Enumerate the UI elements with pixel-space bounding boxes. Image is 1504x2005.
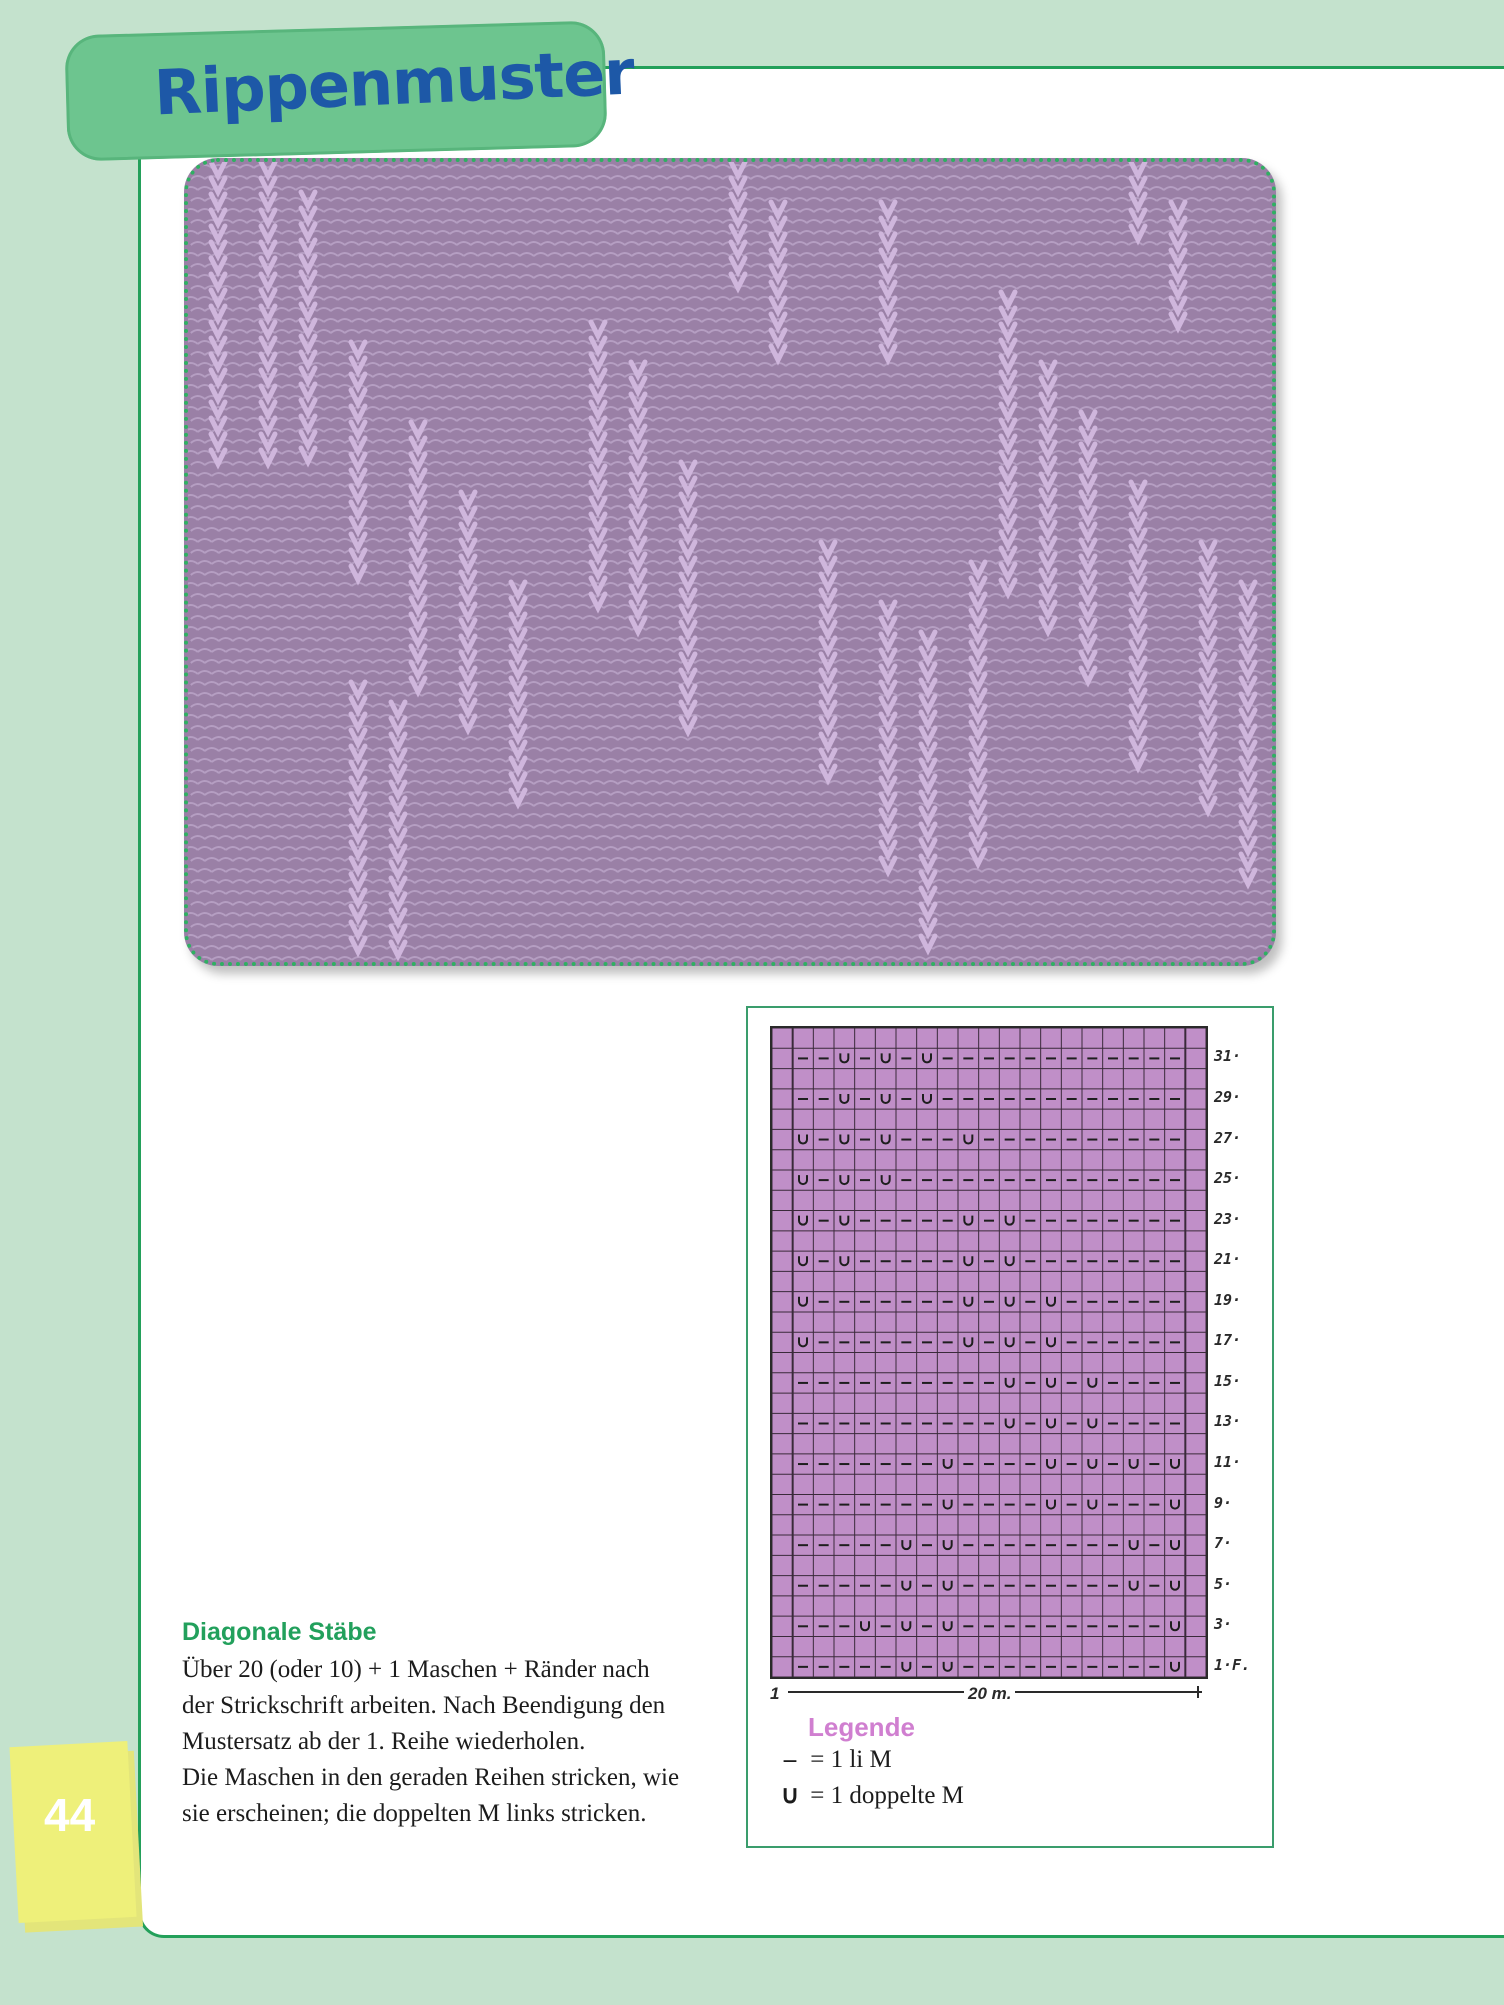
row-label: 5· — [1214, 1574, 1233, 1593]
instruction-line: Über 20 (oder 10) + 1 Maschen + Ränder nach — [182, 1656, 650, 1683]
knitting-chart-grid — [770, 1026, 1208, 1679]
double-stitch-icon: ∪ — [780, 1782, 800, 1809]
legend-row-double — [776, 1780, 964, 1810]
row-label: 31· — [1214, 1047, 1242, 1066]
instruction-line: Die Maschen in den geraden Reihen stricken, wie — [182, 1764, 680, 1791]
row-label: 25· — [1214, 1169, 1242, 1188]
row-label: 29· — [1214, 1087, 1242, 1106]
instruction-line: Mustersatz ab der 1. Reihe wiederholen. — [182, 1728, 586, 1755]
instruction-line: sie erscheinen; die doppelten M links stricken. — [182, 1800, 647, 1827]
row-label: 9· — [1214, 1493, 1233, 1512]
page-number: 44 — [44, 1789, 96, 1841]
pattern-title: Diagonale Stäbe — [182, 1618, 377, 1646]
row-label: 23· — [1214, 1209, 1242, 1228]
chart-grid-lines — [772, 1028, 1206, 1677]
pattern-instructions — [182, 1652, 712, 1832]
scale-width-label: 20 m. — [964, 1684, 1015, 1704]
scale-start-label: 1 — [770, 1684, 780, 1703]
row-label: 27· — [1214, 1128, 1242, 1147]
swatch-texture — [188, 162, 1276, 966]
knitting-swatch-photo — [184, 158, 1276, 966]
row-label: 21· — [1214, 1250, 1242, 1269]
row-label: 3· — [1214, 1615, 1233, 1634]
row-label: 1·F. — [1214, 1655, 1251, 1674]
legend-title: Legende — [808, 1712, 915, 1742]
row-label: 17· — [1214, 1331, 1242, 1350]
row-label: 15· — [1214, 1371, 1242, 1390]
legend-text-double: = 1 doppelte M — [810, 1782, 964, 1809]
instruction-line: der Strickschrift arbeiten. Nach Beendigung den — [182, 1692, 666, 1719]
page-title: Rippenmuster — [152, 35, 636, 130]
row-label: 13· — [1214, 1412, 1242, 1431]
row-label: 7· — [1214, 1534, 1233, 1553]
legend-text-purl: = 1 li M — [810, 1746, 892, 1773]
row-label: 11· — [1214, 1453, 1242, 1472]
row-label: 19· — [1214, 1290, 1242, 1309]
knitting-chart-frame — [746, 1006, 1274, 1848]
legend-row-purl — [776, 1746, 892, 1774]
dash-icon: – — [783, 1746, 797, 1773]
